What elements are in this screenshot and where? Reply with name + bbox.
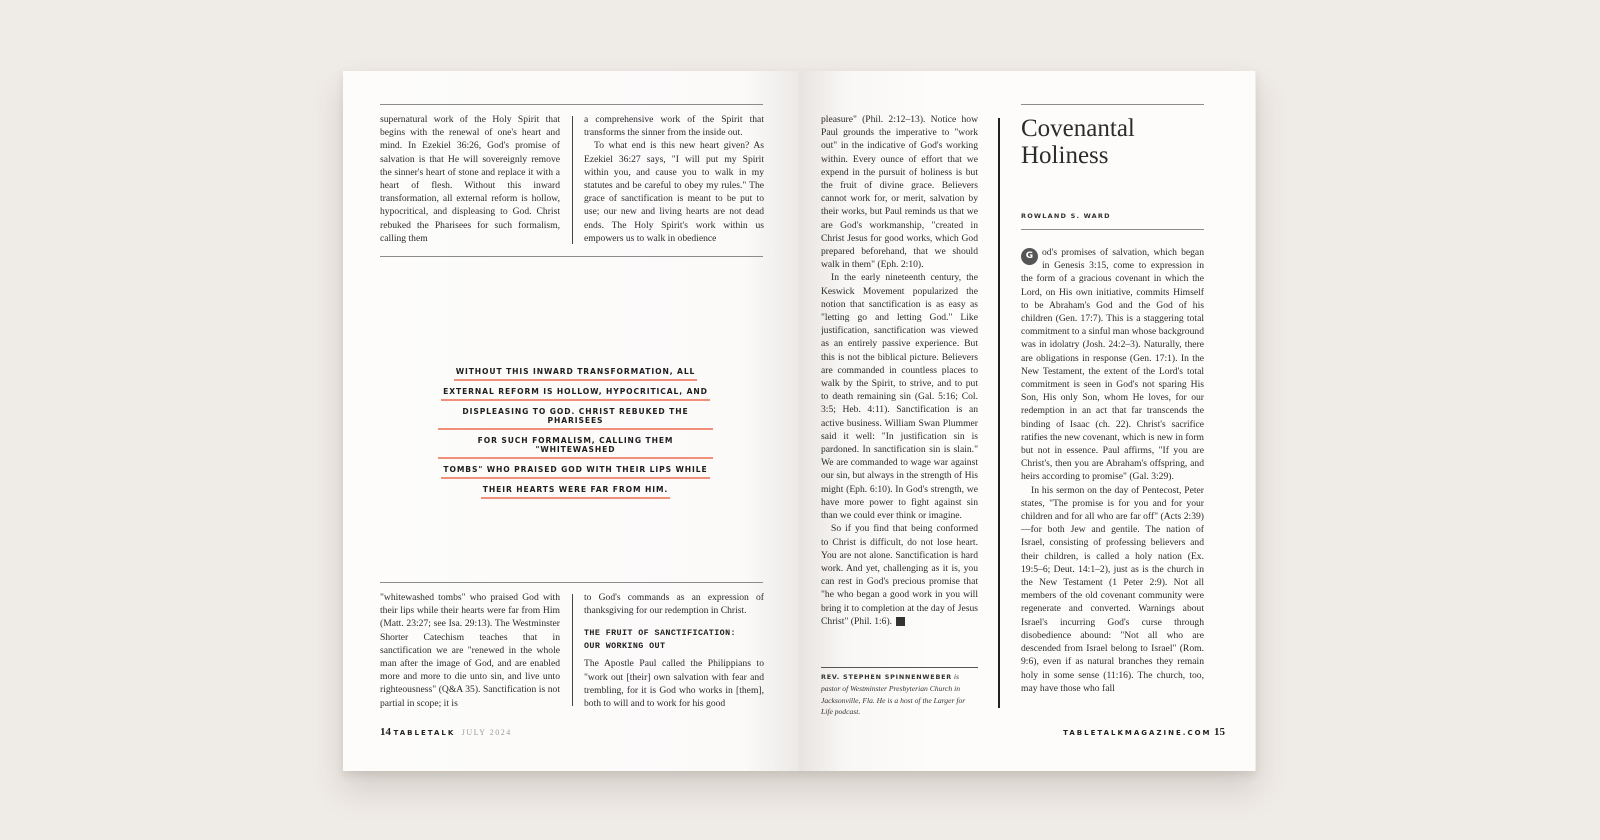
top-column-1 (380, 113, 560, 249)
column-divider (572, 116, 573, 244)
section-rule (380, 256, 763, 257)
top-rule (1021, 104, 1204, 105)
bio-text: is pastor of Westminster Presbyterian Church in Jacksonville, Fla. He is a host of the Larger for Life podcast. (821, 672, 966, 717)
paragraph: to God's commands as an expression of thanksgiving for our redemption in Christ. (584, 592, 764, 617)
article-byline: ROWLAND S. WARD (1021, 212, 1111, 220)
paragraph: a comprehensive work of the Spirit that transforms the sinner from the inside out. (584, 114, 764, 139)
top-column-2 (584, 113, 764, 249)
paragraph: To what end is this new heart given? As Ezekiel 36:27 says, "I will put my Spirit within you, and cause you to walk in my statutes and be careful to obey my rules." The grace of sanctification is meant to be put to use; our new and living hearts are not dead ends. The Holy Spirit's work within us empowers us to walk in obedience (584, 140, 764, 244)
page-number: 14 (380, 726, 391, 738)
bio-author-name: REV. STEPHEN SPINNENWEBER (821, 673, 953, 681)
paragraph: In the early nineteenth century, the Keswick Movement popularized the notion that sanctification is as easy as "letting go and letting God." Like justification, sanctification was viewed as an entirely passive experience. But this is not the biblical picture. Believers are commanded in countless places to walk by the Spirit, to strive, and to put to death remaining sin (Gal. 5:16; Col. 3:5; Heb. 4:11). Sanctification is an active business. William Swan Plummer said it well: "In justification sin is pardoned. In sanctification sin is slain." We are commanded to wage war against our sin, but always in the strength of His might (Eph. 6:10). In God's strength, we have more power to fight against sin than we could ever think or imagine. (821, 272, 978, 522)
website-url: TABLETALKMAGAZINE.COM (1063, 729, 1212, 737)
paragraph (821, 522, 978, 628)
byline-rule (1021, 229, 1204, 230)
pull-quote (438, 367, 713, 505)
paragraph: supernatural work of the Holy Spirit that begins with the renewal of one's heart and mind. In Ezekiel 36:26, God's promise of salvation is that He will sovereignly remove the sinner's heart of stone and replace it with a heart of flesh. Without this inward transformation, all external reform is hollow, hypocritical, and displeasing to God. Christ rebuked the Pharisees for such formalism, calling them (380, 114, 560, 244)
pull-quote-line: TOMBS" WHO PRAISED GOD WITH THEIR LIPS WHILE (441, 465, 709, 479)
bottom-column-2 (584, 591, 764, 713)
paragraph: pleasure" (Phil. 2:12–13). Notice how Paul grounds the imperative to "work out" in the indicative of God's working within. Every ounce of effort that we expend in the pursuit of holiness is but the fruit of divine grace. Believers cannot work for, or merit, salvation by their works, but Paul reminds us that we are God's workmanship, "created in Christ Jesus for good works, which God prepared beforehand, that we should walk in them" (Eph. 2:10). (821, 114, 978, 271)
pull-quote-line: EXTERNAL REFORM IS HOLLOW, HYPOCRITICAL, AND (441, 387, 710, 401)
paragraph: The Apostle Paul called the Philippians to "work out [their] own salvation with fear and trembling, for it is God who works in [them], both to will and to work for his good (584, 658, 764, 710)
pull-quote-line: WITHOUT THIS INWARD TRANSFORMATION, ALL (454, 367, 698, 381)
article-title: Covenantal Holiness (1021, 115, 1135, 169)
pull-quote-line: FOR SUCH FORMALISM, CALLING THEM "WHITEWASHED (438, 436, 713, 459)
paragraph: In his sermon on the day of Pentecost, Peter states, "The promise is for you and for your children and for all who are far off" (Acts 2:39)—for both Jew and gentile. The nation of Israel, consisting of professing believers and their children, is called a holy nation (Ex. 19:5–6; Deut. 14:1–2), just as is the church in the New Testament (1 Peter 2:9). Not all members of the old covenant community were regenerate and converted. Warnings about Israel's incurring God's curse through disobedience abound: "Not all who are descended from Israel belong to Israel" (Rom. 9:6), even if as natural branches they remain holy in some sense (11:16). The church, too, may have those who fall (1021, 484, 1204, 694)
right-column-2 (1021, 246, 1204, 713)
page-footer-left (380, 726, 512, 738)
author-bio (821, 671, 978, 718)
column-divider (572, 594, 573, 706)
page-number: 15 (1214, 726, 1225, 738)
magazine-spread (343, 71, 1256, 771)
left-page (343, 71, 799, 771)
section-subhead (584, 627, 764, 653)
paragraph (1021, 246, 1204, 484)
drop-cap: G (1021, 248, 1038, 265)
masthead-name: TABLETALK (393, 729, 456, 737)
pull-quote-line: DISPLEASING TO GOD. CHRIST REBUKED THE PHARISEES (438, 407, 713, 430)
bio-rule (821, 667, 978, 668)
top-rule (380, 104, 763, 105)
end-mark-icon: T (896, 617, 905, 626)
issue-date: JULY 2024 (461, 728, 512, 737)
page-footer-right (1063, 726, 1225, 738)
pull-quote-line: THEIR HEARTS WERE FAR FROM HIM. (481, 485, 670, 499)
column-divider (998, 118, 1000, 708)
right-column-1 (821, 113, 978, 661)
right-page (799, 71, 1255, 771)
paragraph-text: So if you find that being conformed to Christ is difficult, do not lose heart. You are not alone. Sanctification is hard work. And yet, challenging as it is, you can rest in God's precious promise that "he who began a good work in you will bring it to completion at the day of Jesus Christ" (Phil. 1:6). (821, 523, 978, 627)
paragraph: "whitewashed tombs" who praised God with their lips while their hearts were far from Him (Matt. 23:27; see Isa. 29:13). The Westminster Shorter Catechism teaches that in sanctification we are "renewed in the whole man after the image of God, and are enabled more and more to die unto sin, and live unto righteousness" (Q&A 35). Sanctification is not partial in scope; it is (380, 592, 560, 709)
subhead-line: THE FRUIT OF SANCTIFICATION: (584, 628, 736, 639)
paragraph-text: od's promises of salvation, which began in Genesis 3:15, come to expression in the form of a gracious covenant in which the Lord, on His own initiative, commits Himself to be Abraham's God and the God of his children (Gen. 17:7). This is a staggering total commitment to a sinful man whose background was in idolatry (Josh. 24:2–3). Naturally, there are obligations in response (Gen. 17:1). In the New Testament, the extent of the Lord's total commitment is seen in God's not sparing His Son, His only Son, whom He loves, for our redemption in an act that far transcends the binding of Isaac (ch. 22). Christ's sacrifice ratifies the new covenant, which is new in form but not in essence. Paul affirms, "If you are Christ's, then you are Abraham's offspring, and heirs according to promise" (Gal. 3:29). (1021, 247, 1204, 483)
subhead-line: OUR WORKING OUT (584, 641, 666, 652)
section-rule (380, 582, 763, 583)
bottom-column-1 (380, 591, 560, 713)
